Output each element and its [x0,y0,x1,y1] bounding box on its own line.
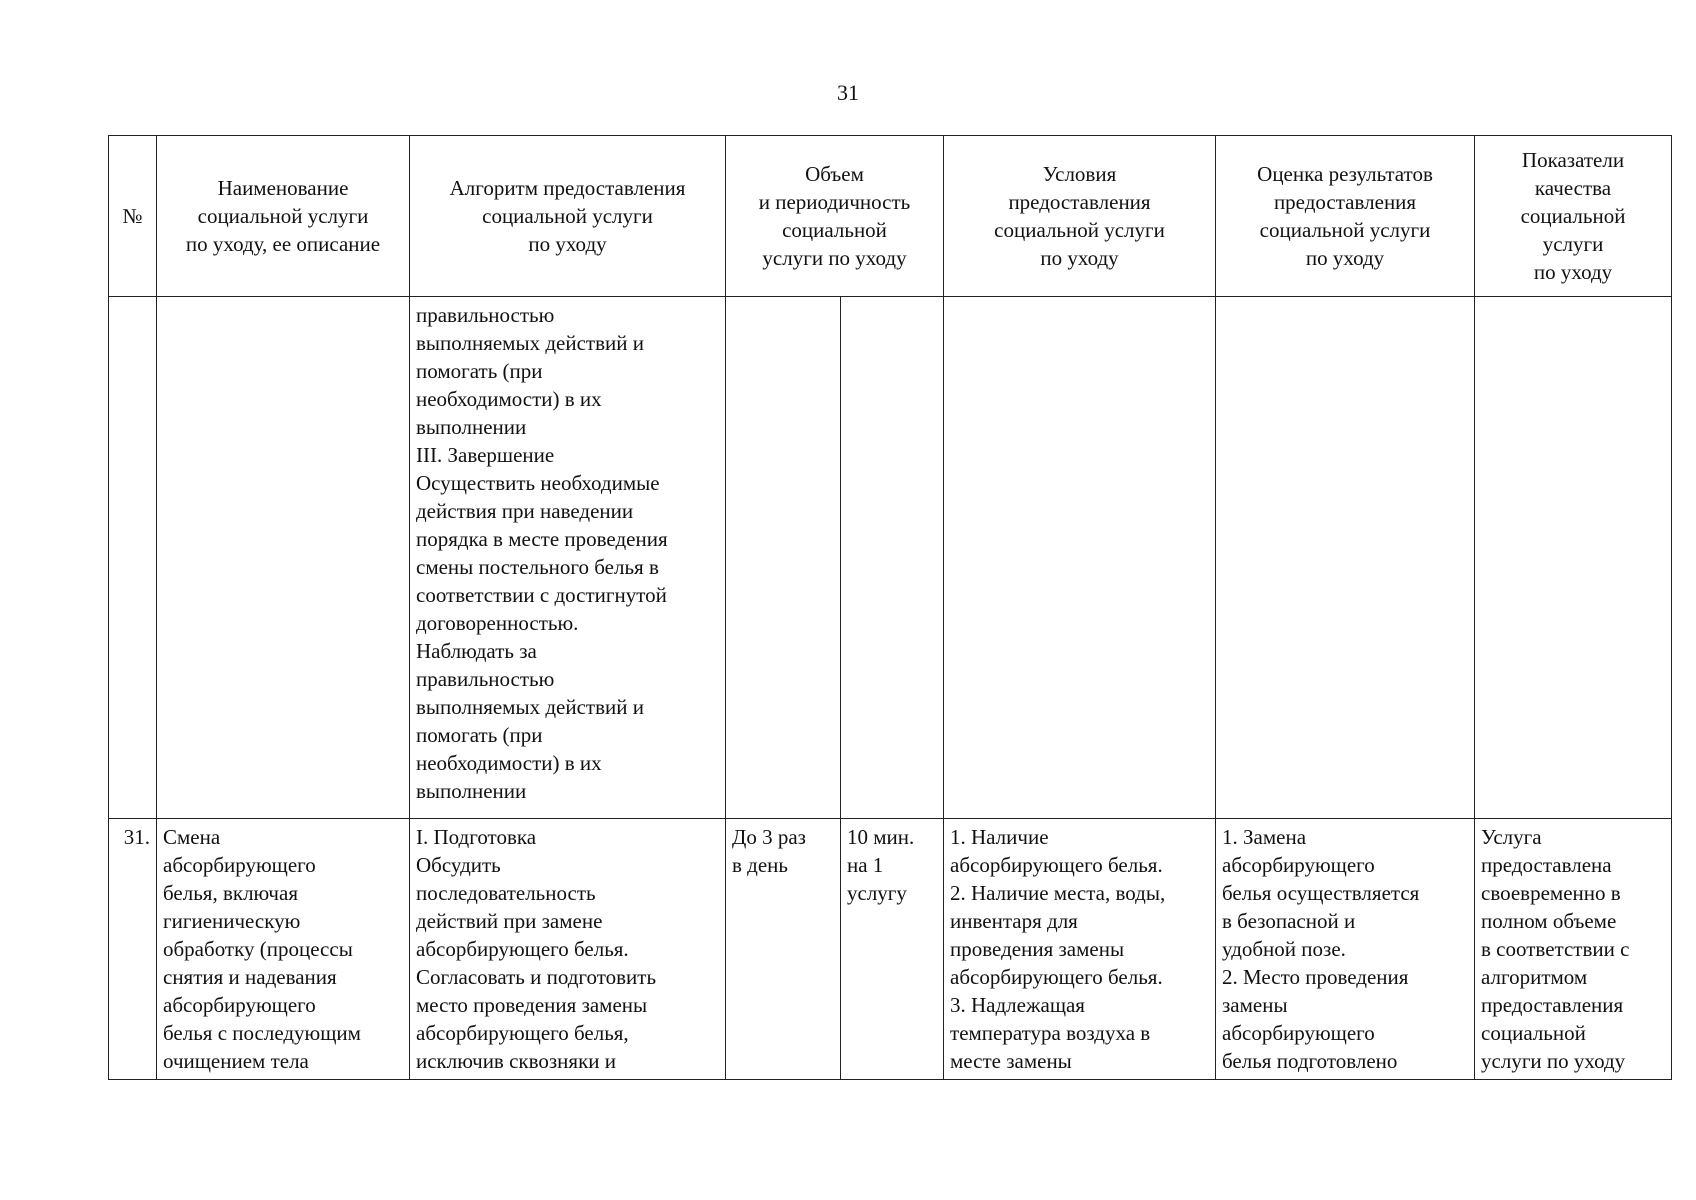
cont-number-cell [109,297,157,819]
header-algorithm: Алгоритм предоставления социальной услуги по уходу [410,136,726,297]
table-header-row [109,136,1672,297]
cont-conditions-cell [944,297,1216,819]
volume-cell: До 3 раз в день [726,819,841,1080]
header-service-name: Наименование социальной услуги по уходу, ее описание [157,136,410,297]
evaluation-cell: 1. Замена абсорбирующего белья осуществляется в безопасной и удобной позе. 2. Место проведения замены абсорбирующего белья подготовлено [1216,819,1475,1080]
page-number: 31 [837,80,859,105]
algorithm-cell: I. Подготовка Обсудить последовательность действий при замене абсорбирующего белья. Согласовать и подготовить место проведения замены абсорбирующего белья, исключив сквозняки и [410,819,726,1080]
header-evaluation: Оценка результатов предоставления социальной услуги по уходу [1216,136,1475,297]
conditions-cell: 1. Наличие абсорбирующего белья. 2. Наличие места, воды, инвентаря для проведения замены абсорбирующего белья. 3. Надлежащая температура воздуха в месте замены [944,819,1216,1080]
header-conditions: Условия предоставления социальной услуги по уходу [944,136,1216,297]
cont-periodicity-cell [841,297,944,819]
cont-volume-cell [726,297,841,819]
header-quality: Показатели качества социальной услуги по уходу [1475,136,1672,297]
table-row [109,297,1672,819]
quality-cell: Услуга предоставлена своевременно в полном объеме в соответствии с алгоритмом предоставления социальной услуги по уходу [1475,819,1672,1080]
table-row [109,819,1672,1080]
header-number: № [109,136,157,297]
service-name-cell: Смена абсорбирующего белья, включая гигиеническую обработку (процессы снятия и надевания абсорбирующего белья с последующим очищением тела [157,819,410,1080]
cont-name-cell [157,297,410,819]
periodicity-cell: 10 мин. на 1 услугу [841,819,944,1080]
cont-evaluation-cell [1216,297,1475,819]
cont-quality-cell [1475,297,1672,819]
cont-algorithm-cell: правильностью выполняемых действий и помогать (при необходимости) в их выполнении III. Завершение Осуществить необходимые действия при наведении порядка в месте проведения смены постельного белья в соответствии с достигнутой договоренностью. Наблюдать за правильностью выполняемых действий и помогать (при необходимости) в их выполнении [410,297,726,819]
header-volume-periodicity: Объем и периодичность социальной услуги по уходу [726,136,944,297]
services-table [108,135,1672,1080]
row-number-cell: 31. [109,819,157,1080]
